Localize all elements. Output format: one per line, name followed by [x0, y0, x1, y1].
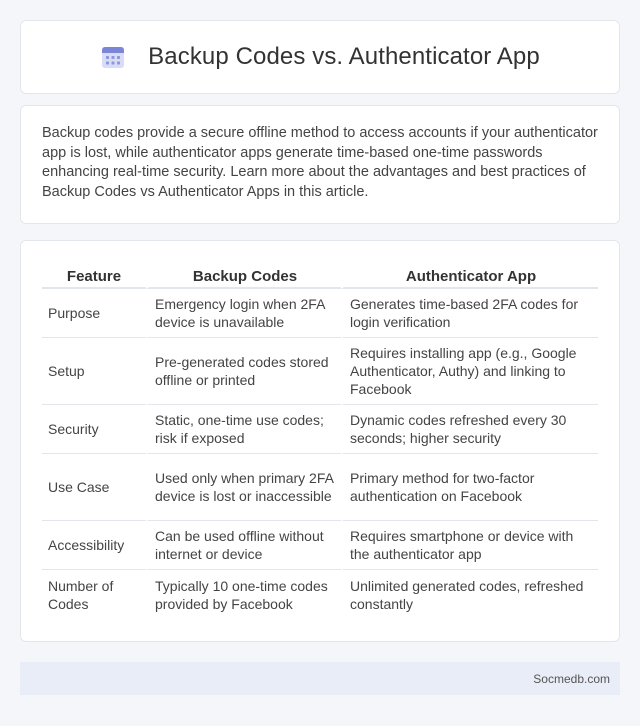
table-row — [42, 521, 598, 570]
table-cell-feature: Purpose — [42, 289, 146, 338]
page-title: Backup Codes vs. Authenticator App — [148, 43, 540, 70]
title-card — [20, 20, 620, 94]
table-cell-feature: Number of Codes — [48, 577, 114, 612]
footer — [20, 662, 620, 695]
table-cell-authenticator-app: Primary method for two-factor authentication on Facebook — [341, 454, 598, 521]
table-row — [42, 289, 598, 338]
table-row — [42, 338, 598, 405]
table-cell-authenticator-app: Unlimited generated codes, refreshed constantly — [341, 570, 598, 619]
table-header-row — [42, 261, 598, 289]
table-cell-authenticator-app: Generates time-based 2FA codes for login verification — [341, 289, 598, 338]
table-cell-authenticator-app: Requires smartphone or device with the authenticator app — [341, 521, 598, 570]
table-cell-feature: Setup — [42, 338, 146, 405]
comparison-table — [42, 261, 598, 619]
column-header-backup-codes: Backup Codes — [146, 261, 341, 289]
table-row — [42, 405, 598, 454]
table-cell-backup-codes: Pre-generated codes stored offline or printed — [146, 338, 341, 405]
table-cell-backup-codes: Emergency login when 2FA device is unavailable — [146, 289, 341, 338]
column-header-authenticator-app: Authenticator App — [341, 261, 598, 289]
table-cell-authenticator-app: Requires installing app (e.g., Google Authenticator, Authy) and linking to Facebook — [341, 338, 598, 405]
table-cell-backup-codes: Typically 10 one-time codes provided by Facebook — [146, 570, 341, 619]
table-row — [42, 570, 598, 619]
column-header-feature: Feature — [42, 261, 146, 289]
table-cell-feature: Security — [42, 405, 146, 454]
table-cell-backup-codes: Can be used offline without internet or device — [146, 521, 341, 570]
table-cell-feature: Use Case — [42, 454, 146, 521]
calendar-icon — [100, 44, 126, 70]
intro-card — [20, 105, 620, 224]
table-cell-authenticator-app: Dynamic codes refreshed every 30 seconds; higher security — [341, 405, 598, 454]
table-cell-backup-codes: Used only when primary 2FA device is lost or inaccessible — [146, 454, 341, 521]
comparison-table-card — [20, 240, 620, 642]
intro-text: Backup codes provide a secure offline method to access accounts if your authenticator app is lost, while authenticator apps generate time-based one-time passwords enhancing real-time security. Learn more about the advantages and best practices of Backup Codes vs Authenticator Apps in this article. — [42, 125, 598, 200]
table-cell-feature: Accessibility — [42, 521, 146, 570]
table-row — [42, 454, 598, 521]
table-cell-backup-codes: Static, one-time use codes; risk if exposed — [146, 405, 341, 454]
footer-site-label: Socmedb.com — [533, 671, 610, 686]
